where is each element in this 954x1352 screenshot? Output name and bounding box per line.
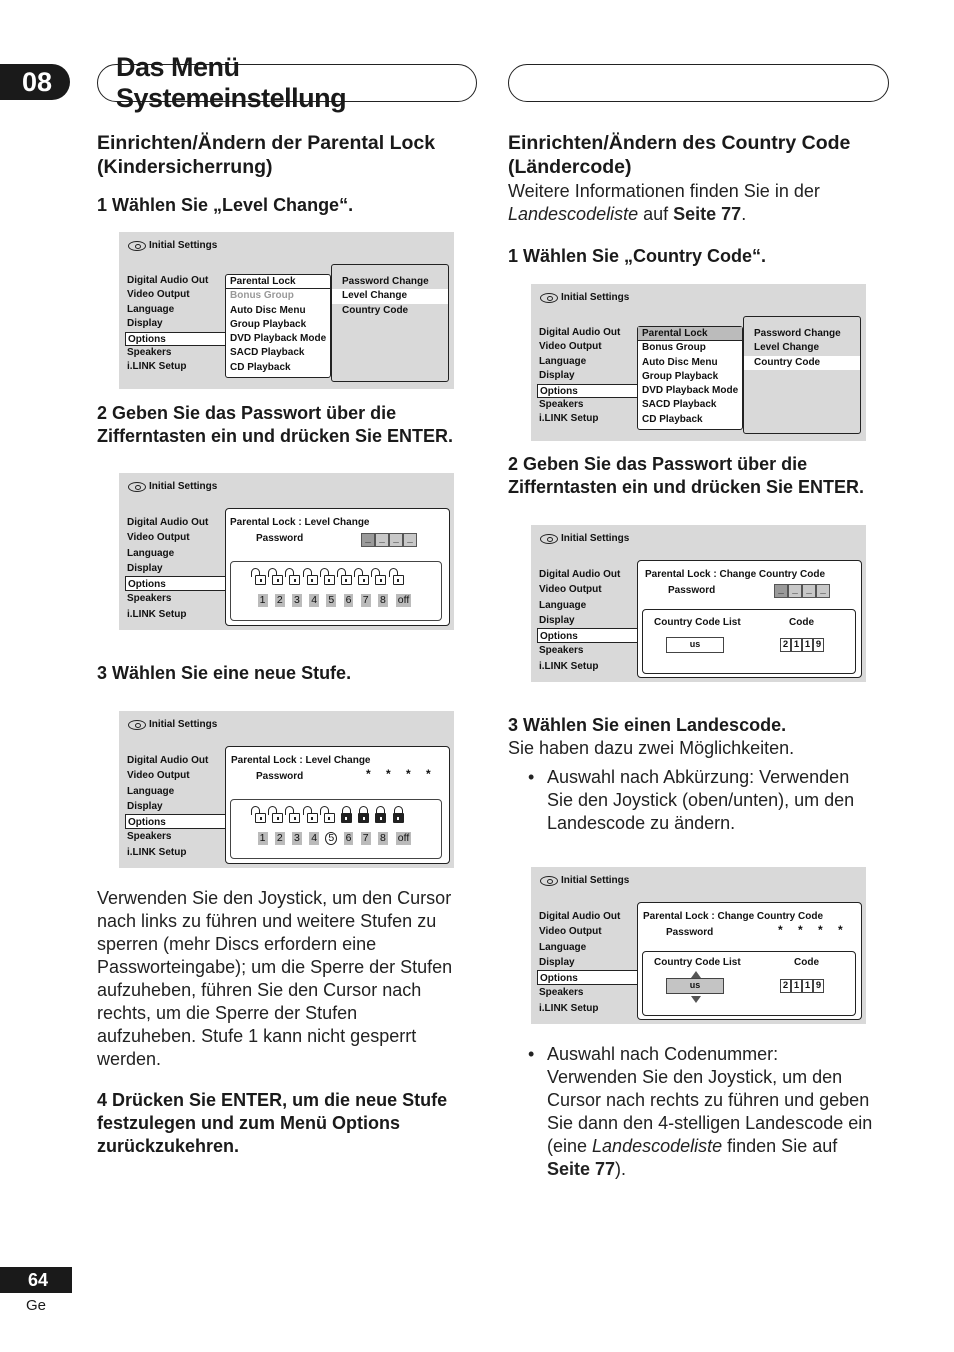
menu-item[interactable]: Speakers	[127, 831, 172, 843]
left-heading-line2: (Kindersicherrung)	[97, 156, 273, 178]
menu-item[interactable]: Digital Audio Out	[539, 569, 621, 580]
main-menu	[537, 909, 637, 1016]
bullet-page-ref: Seite 77	[547, 1159, 616, 1179]
options-panel	[637, 316, 861, 434]
locked-icon	[357, 806, 374, 824]
screen-country-code-select	[531, 284, 866, 441]
level-number[interactable]: 2	[276, 832, 283, 844]
menu-item[interactable]: Language	[539, 941, 587, 953]
screen-country-password	[531, 525, 866, 682]
country-list-label: Country Code List	[654, 957, 741, 968]
country-code-panel	[637, 560, 862, 678]
bullet-line: Auswahl nach Codenummer:	[547, 1044, 779, 1064]
options-submenu	[637, 326, 743, 430]
password-label: Password	[256, 771, 304, 782]
step4-line: 4 Drücken Sie ENTER, um die neue Stufe	[97, 1090, 448, 1110]
step4-line: zurückzukehren.	[97, 1136, 240, 1156]
pw-digit[interactable]: _	[389, 533, 403, 547]
bullet-text: finden Sie auf	[722, 1136, 838, 1156]
menu-item-selected[interactable]: Options	[537, 628, 637, 643]
password-label: Password	[668, 585, 716, 596]
panel-title: Parental Lock : Change Country Code	[645, 569, 826, 580]
right-heading-line1: Einrichten/Ändern des Country Code	[508, 132, 851, 154]
menu-item[interactable]: Digital Audio Out	[539, 327, 621, 338]
chapter-badge	[0, 64, 70, 100]
menu-item[interactable]: Language	[539, 355, 587, 367]
password-label: Password	[256, 533, 304, 544]
screen-header	[128, 481, 217, 492]
screen-title: Initial Settings	[561, 292, 630, 303]
level-number[interactable]: off	[397, 832, 410, 844]
password-stars: * * * *	[366, 767, 437, 781]
main-menu	[125, 274, 225, 375]
main-menu	[125, 515, 225, 622]
code-input[interactable]	[780, 979, 824, 993]
menu-item[interactable]: Display	[127, 800, 163, 812]
lock-row	[254, 806, 409, 824]
menu-item[interactable]: Display	[539, 614, 575, 626]
level-change-panel	[225, 508, 450, 626]
screen-title: Initial Settings	[149, 240, 218, 251]
menu-item[interactable]: Language	[127, 785, 175, 797]
screen-title: Initial Settings	[561, 875, 630, 886]
pw-digit[interactable]: _	[816, 584, 830, 598]
country-code-box	[642, 951, 856, 1016]
disc-icon	[128, 241, 146, 251]
level-number[interactable]: 5	[328, 594, 335, 606]
menu-item-selected[interactable]: Options	[125, 332, 225, 346]
menu-item[interactable]: i.LINK Setup	[127, 846, 187, 858]
level-number-selected[interactable]: 5	[323, 832, 340, 845]
password-input[interactable]	[774, 584, 830, 598]
submenu-item[interactable]: CD Playback	[230, 361, 291, 373]
menu-item[interactable]: Digital Audio Out	[127, 275, 209, 286]
pw-digit[interactable]: _	[361, 533, 375, 547]
bullet-italic: Landescodeliste	[592, 1136, 723, 1156]
info-page-ref: Seite 77	[673, 204, 742, 224]
main-menu	[125, 753, 225, 860]
menu-item-selected[interactable]: Options	[125, 814, 225, 829]
level-number[interactable]: 3	[294, 594, 300, 606]
disc-icon	[540, 293, 558, 303]
chapter-title: Das Menü Systemeinstellung	[116, 52, 347, 113]
level-number[interactable]: 7	[362, 832, 369, 844]
options-submenu	[225, 274, 331, 378]
screen-country-select-abbrev	[531, 867, 866, 1024]
unlocked-icon	[392, 568, 409, 586]
left-paragraph	[97, 887, 452, 1071]
left-step4	[97, 1089, 447, 1158]
menu-item[interactable]: i.LINK Setup	[539, 660, 599, 672]
disc-icon	[540, 534, 558, 544]
chapter-number: 08	[21, 66, 53, 97]
level-number[interactable]: 8	[379, 832, 386, 844]
country-select[interactable]: us	[666, 637, 724, 653]
arrow-up-icon[interactable]	[691, 971, 701, 978]
main-menu	[537, 326, 637, 427]
bullet-line: Landescode zu ändern.	[547, 813, 736, 833]
screen-password-entry	[119, 473, 454, 630]
para-line: Passworteingabe); um die Sperre der Stufen	[97, 957, 453, 977]
submenu-item[interactable]: Auto Disc Menu	[642, 356, 718, 368]
para-line: werden.	[97, 1049, 162, 1069]
main-menu	[537, 567, 637, 674]
panel-title: Parental Lock : Change Country Code	[643, 911, 824, 922]
left-heading	[97, 131, 435, 179]
screen-title: Initial Settings	[561, 533, 630, 544]
menu-item[interactable]: Display	[127, 562, 163, 574]
pw-digit[interactable]: _	[774, 584, 788, 598]
panel-title: Parental Lock : Level Change	[231, 755, 371, 766]
password-label: Password	[666, 927, 714, 938]
page-number: 64	[27, 1269, 48, 1290]
submenu-item[interactable]: CD Playback	[642, 413, 703, 425]
info-mid: auf	[638, 204, 674, 224]
pw-digit[interactable]: _	[788, 584, 802, 598]
level-number[interactable]: 7	[362, 594, 369, 606]
bullet-line: Auswahl nach Abkürzung: Verwenden	[547, 767, 850, 787]
lock-item[interactable]: Password Change	[754, 328, 841, 339]
screen-header	[128, 719, 217, 730]
para-line: aufzuheben, führen Sie den Cursor nach	[97, 980, 422, 1000]
locked-icon	[340, 806, 357, 824]
disc-icon	[540, 876, 558, 886]
lock-item-selected[interactable]: Level Change	[332, 289, 448, 303]
bullet-text: (eine	[547, 1136, 593, 1156]
menu-item[interactable]: Video Output	[127, 289, 190, 301]
menu-item-selected[interactable]: Options	[125, 576, 225, 591]
unlocked-icon	[323, 806, 340, 824]
info-line1: Weitere Informationen finden Sie in der	[508, 181, 820, 201]
menu-item-selected[interactable]: Options	[537, 384, 637, 398]
info-line2	[508, 203, 820, 226]
bullet-dot: •	[528, 767, 535, 787]
right-step2-line2: Zifferntasten ein und drücken Sie ENTER.	[508, 477, 865, 497]
level-lock-box	[230, 799, 442, 859]
submenu-item[interactable]: DVD Playback Mode	[642, 385, 739, 397]
bullet-line: Verwenden Sie den Joystick, um den	[547, 1067, 843, 1087]
screen-header	[540, 875, 629, 886]
country-list-label: Country Code List	[654, 617, 741, 628]
right-step2-line1: 2 Geben Sie das Passwort über die	[508, 454, 808, 474]
info-italic: Landescodeliste	[508, 204, 639, 224]
country-code-panel	[637, 902, 862, 1020]
code-digit[interactable]: 9	[813, 979, 824, 993]
menu-item[interactable]: Video Output	[127, 770, 190, 782]
submenu-item[interactable]: Group Playback	[642, 370, 719, 382]
screen-header	[540, 533, 629, 544]
bullet-text: ).	[615, 1159, 627, 1179]
locked-icon	[374, 806, 391, 824]
level-number[interactable]: 1	[259, 832, 266, 844]
menu-item-selected[interactable]: Options	[537, 970, 637, 985]
country-code-box	[642, 609, 856, 674]
level-number[interactable]: 4	[311, 832, 318, 844]
panel-title: Parental Lock : Level Change	[230, 517, 370, 528]
level-numbers	[254, 832, 416, 845]
locked-icon	[392, 806, 409, 824]
menu-item[interactable]: i.LINK Setup	[539, 413, 599, 425]
menu-item[interactable]: Language	[127, 303, 175, 315]
parental-submenu	[331, 264, 449, 382]
bullet-line	[547, 1158, 872, 1181]
screen-header	[128, 240, 217, 251]
password-stars: * * * *	[778, 923, 849, 937]
para-line: rechts, um die Sperre der Stufen	[97, 1003, 358, 1023]
lock-item[interactable]: Country Code	[342, 304, 409, 316]
menu-item[interactable]: Language	[539, 599, 587, 611]
submenu-item[interactable]: Group Playback	[230, 318, 307, 330]
menu-item[interactable]: i.LINK Setup	[127, 361, 187, 373]
right-step1: 1 Wählen Sie „Country Code“.	[508, 246, 767, 266]
right-step3: 3 Wählen Sie einen Landescode.	[508, 715, 787, 735]
menu-item[interactable]: Speakers	[539, 987, 584, 999]
menu-item[interactable]: i.LINK Setup	[539, 1002, 599, 1014]
bullet-line: Sie dann den 4-stelligen Landescode ein	[547, 1113, 873, 1133]
code-digit[interactable]: 1	[791, 638, 802, 652]
lock-item[interactable]: Level Change	[754, 342, 820, 354]
page-number-badge	[0, 1267, 72, 1293]
header-right-box	[508, 64, 889, 102]
parental-submenu	[743, 316, 861, 434]
submenu-item-selected[interactable]: Parental Lock	[226, 275, 330, 289]
level-number[interactable]: 6	[345, 594, 352, 606]
menu-item[interactable]: Video Output	[539, 926, 602, 938]
menu-item[interactable]: Speakers	[127, 593, 172, 605]
left-step2	[97, 402, 453, 448]
disc-icon	[128, 720, 146, 730]
level-number[interactable]: 4	[311, 594, 318, 606]
code-digit[interactable]: 2	[780, 979, 791, 993]
screen-level-change-select	[119, 232, 454, 389]
lock-item-selected[interactable]: Country Code	[744, 356, 860, 370]
code-input[interactable]	[780, 638, 824, 652]
screen-new-level	[119, 711, 454, 868]
screen-header	[540, 292, 629, 303]
bullet-line: Sie den Joystick (oben/unten), um den	[547, 790, 855, 810]
lock-item[interactable]: Password Change	[342, 276, 429, 287]
menu-item[interactable]: Video Output	[539, 341, 602, 353]
submenu-item[interactable]: Bonus Group	[230, 290, 294, 302]
lock-row	[254, 568, 409, 586]
level-change-panel	[225, 746, 450, 864]
bullet-line	[547, 1135, 872, 1158]
para-line: nach links zu führen und weitere Stufen zu	[97, 911, 437, 931]
code-label: Code	[794, 957, 819, 968]
menu-item[interactable]: Display	[539, 370, 575, 382]
submenu-item[interactable]: Auto Disc Menu	[230, 304, 306, 316]
submenu-item[interactable]: Bonus Group	[642, 342, 706, 354]
menu-item[interactable]: Display	[539, 956, 575, 968]
menu-item[interactable]: Speakers	[127, 346, 172, 358]
submenu-item[interactable]: DVD Playback Mode	[230, 333, 327, 345]
country-select[interactable]: us	[666, 978, 724, 994]
bullet-2	[528, 1043, 873, 1181]
step4-line: festzulegen und zum Menü Options	[97, 1113, 400, 1133]
bullet-line: Cursor nach rechts zu führen und geben	[547, 1090, 870, 1110]
para-line: sperren (mehr Discs erfordern eine	[97, 934, 377, 954]
info-end: .	[741, 204, 747, 224]
para-line: Verwenden Sie den Joystick, um den Cursor	[97, 888, 452, 908]
menu-item[interactable]: i.LINK Setup	[127, 608, 187, 620]
menu-item[interactable]: Digital Audio Out	[127, 755, 209, 766]
level-numbers	[254, 594, 416, 607]
left-step3: 3 Wählen Sie eine neue Stufe.	[97, 663, 352, 683]
submenu-item[interactable]: SACD Playback	[230, 347, 305, 359]
options-panel	[225, 264, 449, 382]
level-number[interactable]: 6	[345, 832, 352, 844]
right-step2	[508, 453, 864, 499]
screen-title: Initial Settings	[149, 481, 218, 492]
pw-digit[interactable]: _	[375, 533, 389, 547]
right-info	[508, 180, 820, 226]
para-line: aufzuheben. Stufe 1 kann nicht gesperrt	[97, 1026, 417, 1046]
menu-item[interactable]: Video Output	[539, 584, 602, 596]
left-step2-line2: Zifferntasten ein und drücken Sie ENTER.	[97, 426, 454, 446]
left-heading-line1: Einrichten/Ändern der Parental Lock	[97, 132, 436, 154]
code-digit[interactable]: 2	[780, 638, 791, 652]
level-number[interactable]: 3	[294, 832, 300, 844]
screen-title: Initial Settings	[149, 719, 218, 730]
right-heading	[508, 131, 850, 179]
code-digit[interactable]: 1	[802, 638, 813, 652]
menu-item[interactable]: Speakers	[539, 398, 584, 410]
code-label: Code	[789, 617, 814, 628]
submenu-item[interactable]: SACD Playback	[642, 399, 717, 411]
level-number[interactable]: off	[397, 594, 410, 606]
level-lock-box	[230, 561, 442, 621]
code-digit[interactable]: 9	[813, 638, 824, 652]
chapter-title-box	[97, 52, 477, 113]
level-number[interactable]: 1	[259, 594, 266, 606]
right-heading-line2: (Ländercode)	[508, 156, 632, 178]
pw-digit[interactable]: _	[802, 584, 816, 598]
menu-item[interactable]: Display	[127, 318, 163, 330]
menu-item[interactable]: Video Output	[127, 532, 190, 544]
pw-digit[interactable]: _	[403, 533, 417, 547]
menu-item[interactable]: Language	[127, 547, 175, 559]
menu-item[interactable]: Digital Audio Out	[127, 517, 209, 528]
level-number[interactable]: 2	[276, 594, 283, 606]
code-digit[interactable]: 1	[802, 979, 813, 993]
submenu-item-selected[interactable]: Parental Lock	[638, 327, 742, 341]
disc-icon	[128, 482, 146, 492]
password-input[interactable]	[361, 533, 417, 547]
code-digit[interactable]: 1	[791, 979, 802, 993]
level-number[interactable]: 8	[379, 594, 386, 606]
bullet-dot: •	[528, 1044, 535, 1064]
left-step1: 1 Wählen Sie „Level Change“.	[97, 195, 354, 215]
left-step2-line1: 2 Geben Sie das Passwort über die	[97, 403, 397, 423]
arrow-down-icon[interactable]	[691, 996, 701, 1003]
language-code: Ge	[26, 1297, 47, 1314]
menu-item[interactable]: Speakers	[539, 645, 584, 657]
right-step3-sub: Sie haben dazu zwei Möglichkeiten.	[508, 738, 795, 758]
menu-item[interactable]: Digital Audio Out	[539, 911, 621, 922]
bullet-1	[528, 766, 855, 835]
